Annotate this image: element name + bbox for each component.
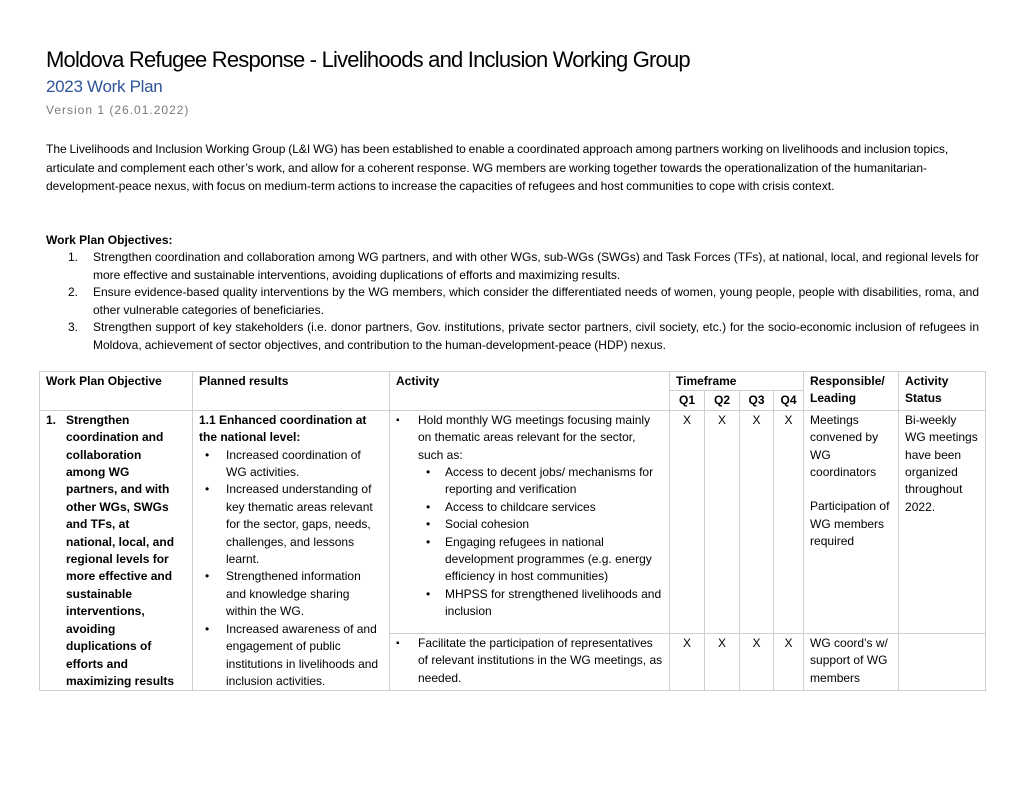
header-q3: Q3 — [740, 391, 774, 410]
objective-text: Strengthen coordination and collaboration among WG partners, and with other WGs, sub-WGs (SWGs) and Task Forces (TFs), at national, local, and regional levels for more effective and sustainable interventions, avoiding duplications of efforts and maximizing results. — [93, 250, 979, 282]
objective-item — [46, 319, 979, 354]
status-cell — [899, 633, 986, 690]
header-objective: Work Plan Objective — [40, 372, 193, 411]
document-title: Moldova Refugee Response - Livelihoods and Inclusion Working Group — [46, 47, 690, 72]
header-q2: Q2 — [705, 391, 740, 410]
list-item: • Engaging refugees in national development programmes (e.g. energy efficiency in host communities) — [418, 534, 663, 586]
q1-cell: X — [670, 633, 705, 690]
objective-number: 2. — [68, 285, 79, 299]
document-subtitle: 2023 Work Plan — [46, 77, 163, 96]
results-cell — [193, 410, 390, 691]
header-q1: Q1 — [670, 391, 705, 410]
header-status: Activity Status — [899, 372, 986, 411]
objective-number: 1. — [68, 250, 79, 264]
objective-number: 1. — [46, 412, 57, 427]
spacer — [810, 481, 892, 498]
version-label: Version 1 (26.01.2022) — [46, 103, 190, 117]
table-row — [40, 410, 986, 633]
status-cell: Bi-weekly WG meetings have been organized throughout 2022. — [899, 410, 986, 633]
activity-item — [396, 412, 663, 621]
list-item: • Access to childcare services — [418, 499, 663, 516]
objective-item — [46, 284, 979, 319]
objective-text: Strengthen coordination and collaboration among WG partners, and with other WGs, SWGs and TFs, at national, local, and regional levels for more effective and sustainable interventions, avoiding duplications of efforts and maximizing results — [66, 412, 175, 688]
header-responsible: Responsible/ Leading — [804, 372, 899, 411]
activity-sublist — [418, 464, 663, 621]
responsible-cell — [804, 410, 899, 633]
header-results: Planned results — [193, 372, 390, 411]
list-item: • Increased awareness of and engagement of public institutions in livelihoods and inclusion activities. — [199, 621, 383, 691]
q4-cell: X — [774, 410, 804, 633]
objective-text: Ensure evidence-based quality interventions by the WG members, which consider the differentiated needs of women, young people, people with disabilities, roma, and other vulnerable categories of beneficiaries. — [93, 285, 979, 317]
work-plan-table — [39, 371, 986, 691]
q3-cell: X — [740, 633, 774, 690]
header-timeframe: Timeframe — [670, 372, 804, 391]
objective-cell — [40, 410, 193, 691]
activity-item: ▪ Facilitate the participation of representatives of relevant institutions in the WG meetings, as needed. — [396, 635, 663, 687]
results-title: 1.1 Enhanced coordination at the national level: — [199, 412, 367, 445]
objective-item — [46, 249, 979, 284]
q4-cell: X — [774, 633, 804, 690]
list-item: • Access to decent jobs/ mechanisms for reporting and verification — [418, 464, 663, 499]
list-item: • Strengthened information and knowledge sharing within the WG. — [199, 568, 383, 620]
objective-number: 3. — [68, 320, 79, 334]
table-header-row — [40, 372, 986, 391]
q2-cell: X — [705, 410, 740, 633]
header-q4: Q4 — [774, 391, 804, 410]
responsible-cell: WG coord’s w/ support of WG members — [804, 633, 899, 690]
list-item: • MHPSS for strengthened livelihoods and inclusion — [418, 586, 663, 621]
intro-paragraph: The Livelihoods and Inclusion Working Group (L&I WG) has been established to enable a coordinated approach among partners working on livelihoods and inclusion topics, articulate and complement each other’s work, and allow for a coherent response. WG members are working together towards the operationalization of the humanitarian-development-peace nexus, with focus on medium-term actions to increase the capacities of refugees and host communities to cope with crisis context. — [46, 142, 949, 193]
responsible-extra: Participation of WG members required — [810, 499, 890, 549]
q3-cell: X — [740, 410, 774, 633]
activity-cell — [390, 410, 670, 633]
results-list — [199, 447, 383, 691]
objective-text: Strengthen support of key stakeholders (i.e. donor partners, Gov. institutions, private sector partners, civil society, etc.) for the socio-economic inclusion of refugees in Moldova, achievement of sector objectives, and contribution to the human-development-peace (HDP) nexus. — [93, 320, 979, 352]
list-item: • Increased understanding of key thematic areas relevant for the sector, gaps, needs, challenges, and lessons learnt. — [199, 481, 383, 568]
activity-text: Hold monthly WG meetings focusing mainly on thematic areas relevant for the sector, such as: — [418, 412, 651, 462]
activity-cell — [390, 633, 670, 690]
q2-cell: X — [705, 633, 740, 690]
q1-cell: X — [670, 410, 705, 633]
objectives-heading: Work Plan Objectives: — [46, 233, 173, 247]
activity-list — [396, 412, 663, 621]
header-activity: Activity — [390, 372, 670, 411]
list-item: • Increased coordination of WG activities. — [199, 447, 383, 482]
responsible-text: Meetings convened by WG coordinators — [810, 412, 879, 480]
objectives-list — [46, 249, 979, 354]
list-item: • Social cohesion — [418, 516, 663, 533]
activity-list — [396, 635, 663, 687]
